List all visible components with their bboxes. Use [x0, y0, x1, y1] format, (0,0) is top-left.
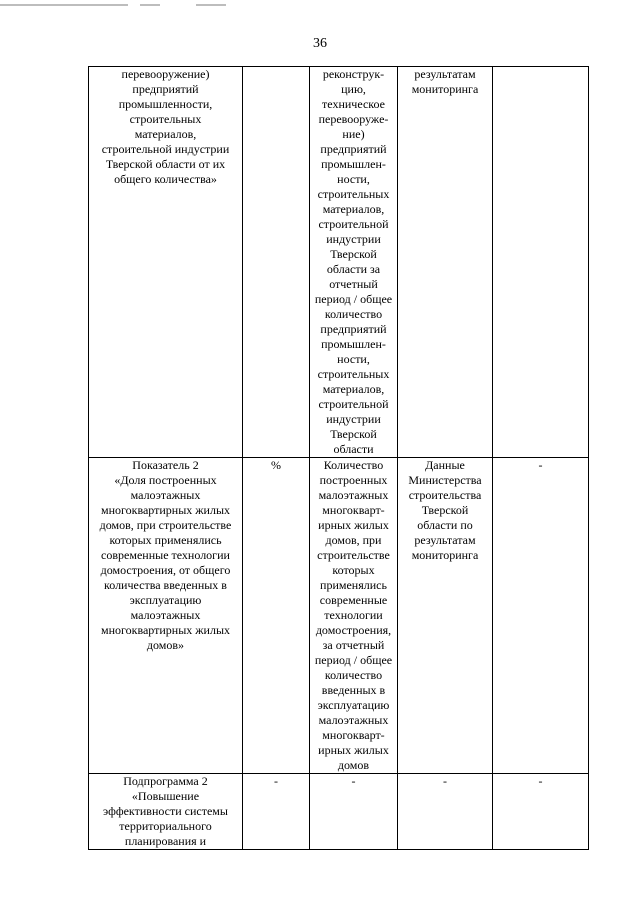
- source-cell: Данные Министерства строительства Тверской области по результатам мониторинга: [398, 458, 493, 774]
- unit-cell: %: [243, 458, 310, 774]
- table-row: [89, 774, 589, 850]
- indicator-name-cell: Показатель 2 «Доля построенных малоэтажных многоквартирных жилых домов, при строительстве которых применялись современные технологии домостроения, от общего количества введенных в эксплуатацию малоэтажных многоквартирных жилых домов»: [89, 458, 243, 774]
- unit-cell: -: [243, 774, 310, 850]
- indicator-name-cell: перевооружение) предприятий промышленности, строительных материалов, строительной индустрии Тверской области от их общего количества»: [89, 67, 243, 458]
- source-cell: -: [398, 774, 493, 850]
- formula-cell: реконструк- цию, техническое перевооруже- ние) предприятий промышлен- ности, строительных материалов, строительной индустрии Тверской области за отчетный период / общее количество предприятий промышлен- ности, строительных материалов, строительной индустрии Тверской области: [310, 67, 398, 458]
- indicator-name-cell: Подпрограмма 2 «Повышение эффективности системы территориального планирования и: [89, 774, 243, 850]
- indicator-table: [88, 66, 589, 850]
- unit-cell: [243, 67, 310, 458]
- note-cell: -: [493, 458, 589, 774]
- source-cell: результатам мониторинга: [398, 67, 493, 458]
- formula-cell: Количество построенных малоэтажных многокварт- ирных жилых домов, при строительстве которых применялись современные технологии домостроения, за отчетный период / общее количество введенных в эксплуатацию малоэтажных многокварт- ирных жилых домов: [310, 458, 398, 774]
- scan-artifact-line: [0, 4, 230, 6]
- note-cell: [493, 67, 589, 458]
- table-row: [89, 458, 589, 774]
- page-number: 36: [313, 36, 327, 51]
- formula-cell: -: [310, 774, 398, 850]
- table-row: [89, 67, 589, 458]
- note-cell: -: [493, 774, 589, 850]
